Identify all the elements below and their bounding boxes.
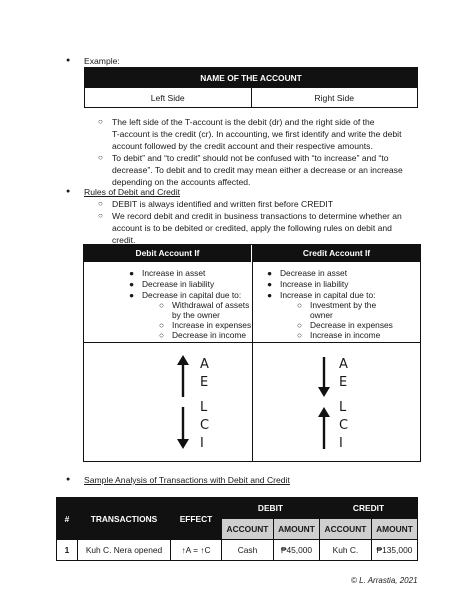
letter-a: A bbox=[339, 357, 349, 372]
rule1: DEBIT is always identified and written first before CREDIT bbox=[112, 199, 333, 209]
credit-sub: Investment by the bbox=[310, 300, 377, 310]
rules-heading: Rules of Debit and Credit bbox=[84, 187, 181, 197]
sub-bullet: ○ bbox=[98, 153, 103, 162]
t-account-table bbox=[84, 67, 418, 108]
credit-amount-header: AMOUNT bbox=[371, 519, 417, 540]
t-account-left: Left Side bbox=[85, 88, 252, 108]
credit-item: Decrease in asset bbox=[280, 268, 348, 278]
credit-sub: owner bbox=[310, 310, 333, 320]
debit-sub: by the owner bbox=[172, 310, 220, 320]
bullet: ● bbox=[66, 188, 71, 195]
credit-item: Increase in capital due to: bbox=[280, 290, 376, 300]
sample-heading: Sample Analysis of Transactions with Debit and Credit bbox=[84, 475, 290, 485]
letter-i: I bbox=[339, 436, 344, 451]
para2-line2: decrease”. To debit and to credit may mean either a decrease or an increase bbox=[112, 165, 403, 175]
bullet: ● bbox=[66, 57, 71, 64]
down-arrow-icon bbox=[318, 357, 330, 397]
footer: © L. Arrastia, 2021 bbox=[351, 576, 418, 585]
debit-amount-header: AMOUNT bbox=[273, 519, 319, 540]
letter-e: E bbox=[339, 375, 349, 390]
example-label: Example: bbox=[84, 56, 120, 66]
col-num: # bbox=[57, 498, 78, 540]
letter-l: L bbox=[200, 400, 209, 415]
debit-account-header: ACCOUNT bbox=[222, 519, 274, 540]
debit-item: Decrease in liability bbox=[142, 279, 215, 289]
divider bbox=[84, 342, 420, 343]
sub-bullet: ○ bbox=[98, 211, 103, 220]
credit-sub: Decrease in expenses bbox=[310, 320, 393, 330]
rule2-line1: We record debit and credit in business transactions to determine whether an bbox=[112, 211, 402, 221]
debit-sub: Increase in expenses bbox=[172, 320, 252, 330]
para2-line3: depending on the accounts affected. bbox=[112, 177, 251, 187]
letter-c: C bbox=[200, 418, 211, 433]
rule2-line2: account is to be debited or credited, apply the following rules on debit and bbox=[112, 223, 392, 233]
credit-column: Credit Account If ● Decrease in asset ● Increase in liability ● Increase in capital due to: ○ Investment by the owner ○ Decrease in expenses ○ Increase in income A E L C I bbox=[252, 245, 420, 461]
debit-header: Debit Account If bbox=[84, 245, 251, 262]
up-arrow-icon bbox=[318, 407, 330, 449]
debit-sub: Decrease in income bbox=[172, 330, 247, 340]
para2-line1: To debit” and “to credit” should not be confused with “to increase” and “to bbox=[112, 153, 389, 163]
letter-a: A bbox=[200, 357, 210, 372]
arrow-icons bbox=[177, 355, 189, 450]
col-credit: CREDIT bbox=[319, 498, 417, 519]
sub-bullet: ○ bbox=[98, 117, 103, 126]
credit-sub: Increase in income bbox=[310, 330, 381, 340]
debit-sub: Withdrawal of assets bbox=[172, 300, 250, 310]
col-effect: EFFECT bbox=[171, 498, 222, 540]
col-transactions: TRANSACTIONS bbox=[78, 498, 171, 540]
up-arrow-icon bbox=[177, 355, 189, 397]
bullet: ● bbox=[66, 476, 71, 483]
para1-line1: The left side of the T-account is the debit (dr) and the right side of the bbox=[112, 117, 375, 127]
sub-bullet: ○ bbox=[98, 199, 103, 208]
rule2-line3: credit. bbox=[112, 235, 136, 245]
sample-table bbox=[56, 497, 418, 561]
credit-account-header: ACCOUNT bbox=[319, 519, 371, 540]
debit-item: Increase in asset bbox=[142, 268, 206, 278]
letter-l: L bbox=[339, 400, 348, 415]
para1-line2: T-account is the credit (cr). In accounting, we first identify and write the debit bbox=[112, 129, 402, 139]
t-account-name: NAME OF THE ACCOUNT bbox=[85, 68, 418, 88]
debit-item: Decrease in capital due to: bbox=[142, 290, 242, 300]
table-row: 1 Kuh C. Nera opened ↑A = ↑C Cash ₱45,000 Kuh C. ₱135,000 bbox=[57, 540, 418, 561]
credit-header: Credit Account If bbox=[253, 245, 420, 262]
credit-item: Increase in liability bbox=[280, 279, 349, 289]
para1-line3: account followed by the credit account and their respective amounts. bbox=[112, 141, 373, 151]
t-account-right: Right Side bbox=[251, 88, 418, 108]
rules-table bbox=[83, 244, 421, 462]
col-debit: DEBIT bbox=[222, 498, 320, 519]
debit-column: Debit Account If ● Increase in asset ● Decrease in liability ● Decrease in capital due to: ○ Withdrawal of assets by the owner ○ Increase in expenses ○ Decrease in income A E L C I bbox=[84, 245, 251, 461]
letter-e: E bbox=[200, 375, 210, 390]
arrow-icons bbox=[318, 355, 330, 450]
down-arrow-icon bbox=[177, 407, 189, 449]
letter-i: I bbox=[200, 436, 205, 451]
letter-c: C bbox=[339, 418, 350, 433]
